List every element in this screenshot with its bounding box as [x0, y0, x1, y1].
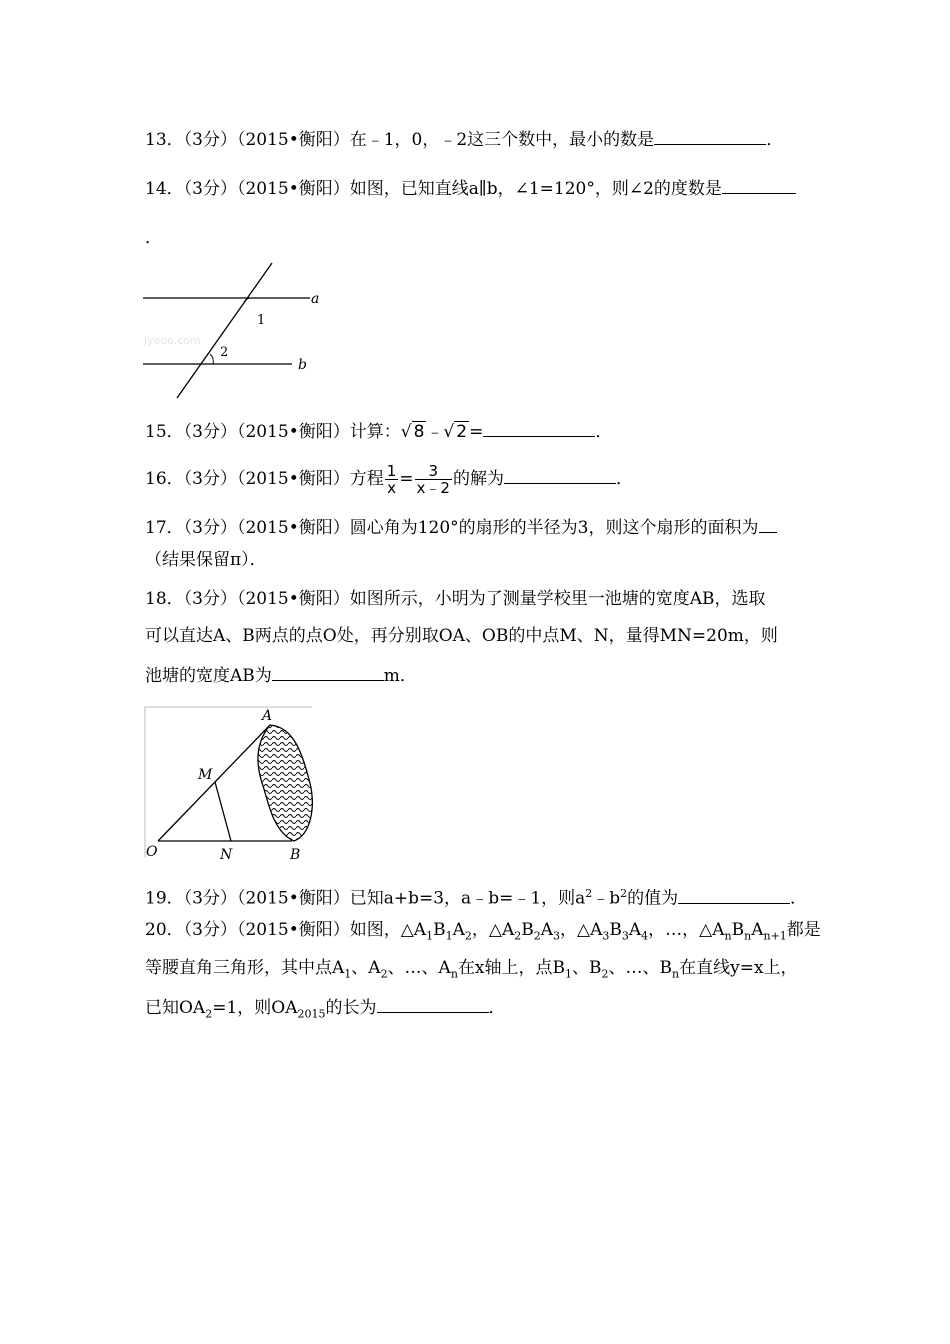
period: ． — [766, 130, 784, 150]
problem-16-text: 16．（3分）（2015•衡阳）方程 — [145, 469, 384, 489]
label-b: b — [298, 357, 307, 373]
problem-18-line-1: 18．（3分）（2015•衡阳）如图所示，小明为了测量学校里一池塘的宽度AB，选取 — [145, 589, 766, 609]
problem-13 — [145, 126, 783, 152]
problem-20-line-1: 20．（3分）（2015•衡阳）如图，$\triangle A_1B_1A_2$，$\triangle A_2B_2A_3$，$\triangle A_3B_3A_4$，…，$\triangle A_nB_nA_{n+1}$都是 — [145, 920, 821, 943]
segment-MN — [215, 782, 231, 841]
problem-19: 19．（3分）（2015•衡阳）已知a+b=3，a﹣b=﹣1，则$a^2﹣b^2$的值为 ． — [145, 882, 807, 911]
fraction-3-over-x-minus-2: $\frac{3}{x﹣2}$ — [416, 462, 450, 497]
watermark: jyeoo.com — [144, 334, 201, 347]
label-2: 2 — [220, 345, 229, 360]
pond-figure — [144, 705, 316, 865]
answer-blank — [377, 994, 489, 1013]
answer-blank — [504, 465, 616, 484]
segment-OA — [158, 725, 270, 841]
answer-blank — [654, 126, 766, 145]
problem-18-line-3: 池塘的宽度AB为 m． — [145, 662, 417, 688]
problem-14-text: 14．（3分）（2015•衡阳）如图，已知直线a∥b，∠1=120°，则∠2的度数是 — [145, 179, 722, 199]
label-M: M — [198, 767, 213, 783]
problem-17-line-1: 17．（3分）（2015•衡阳）圆心角为120°的扇形的半径为3，则这个扇形的面积为 — [145, 514, 777, 540]
label-B: B — [290, 847, 301, 863]
answer-blank — [759, 514, 777, 533]
problem-20-line-2: 等腰直角三角形，其中点$A_1$、$A_2$、…、$A_n$在x轴上，点$B_1$、$B_2$、…、$B_n$在直线y=x上， — [145, 958, 798, 981]
label-O: O — [146, 844, 158, 860]
problem-15-text: 15．（3分）（2015•衡阳）计算： — [145, 422, 401, 442]
parallel-lines-figure — [140, 258, 330, 403]
angle-2-arc — [210, 354, 213, 364]
label-A: A — [262, 708, 273, 724]
answer-blank — [483, 418, 595, 437]
problem-16: 16．（3分）（2015•衡阳）方程 $\frac{1}{x}$ = $\frac{3}{x﹣2}$ 的解为 ． — [145, 462, 633, 497]
answer-blank — [722, 175, 796, 194]
label-N: N — [220, 847, 233, 863]
label-a: a — [311, 291, 320, 307]
sqrt-8: √ 8 — [400, 422, 425, 442]
problem-14 — [145, 175, 796, 201]
problem-18-line-2: 可以直达A、B两点的点O处，再分别取OA、OB的中点M、N，量得MN=20m，则 — [145, 626, 778, 646]
pond-shape — [258, 725, 312, 841]
fraction-1-over-x: $\frac{1}{x}$ — [386, 462, 397, 497]
problem-14-end: ． — [145, 228, 162, 248]
sqrt-2: √ 2 — [443, 422, 468, 442]
answer-blank — [678, 885, 790, 904]
answer-blank — [272, 662, 384, 681]
problem-17-line-2: （结果保留π）． — [145, 550, 267, 570]
problem-20-line-3: 已知$OA_2=1$，则$OA_{2015}$的长为 ． — [145, 994, 506, 1026]
problem-13-text: 13．（3分）（2015•衡阳）在﹣1，0，﹣2这三个数中，最小的数是 — [145, 130, 655, 150]
transversal — [177, 263, 272, 398]
label-1: 1 — [257, 313, 266, 328]
problem-15: 15．（3分）（2015•衡阳）计算：√ 8 ﹣√ 2 = ． — [145, 418, 612, 444]
